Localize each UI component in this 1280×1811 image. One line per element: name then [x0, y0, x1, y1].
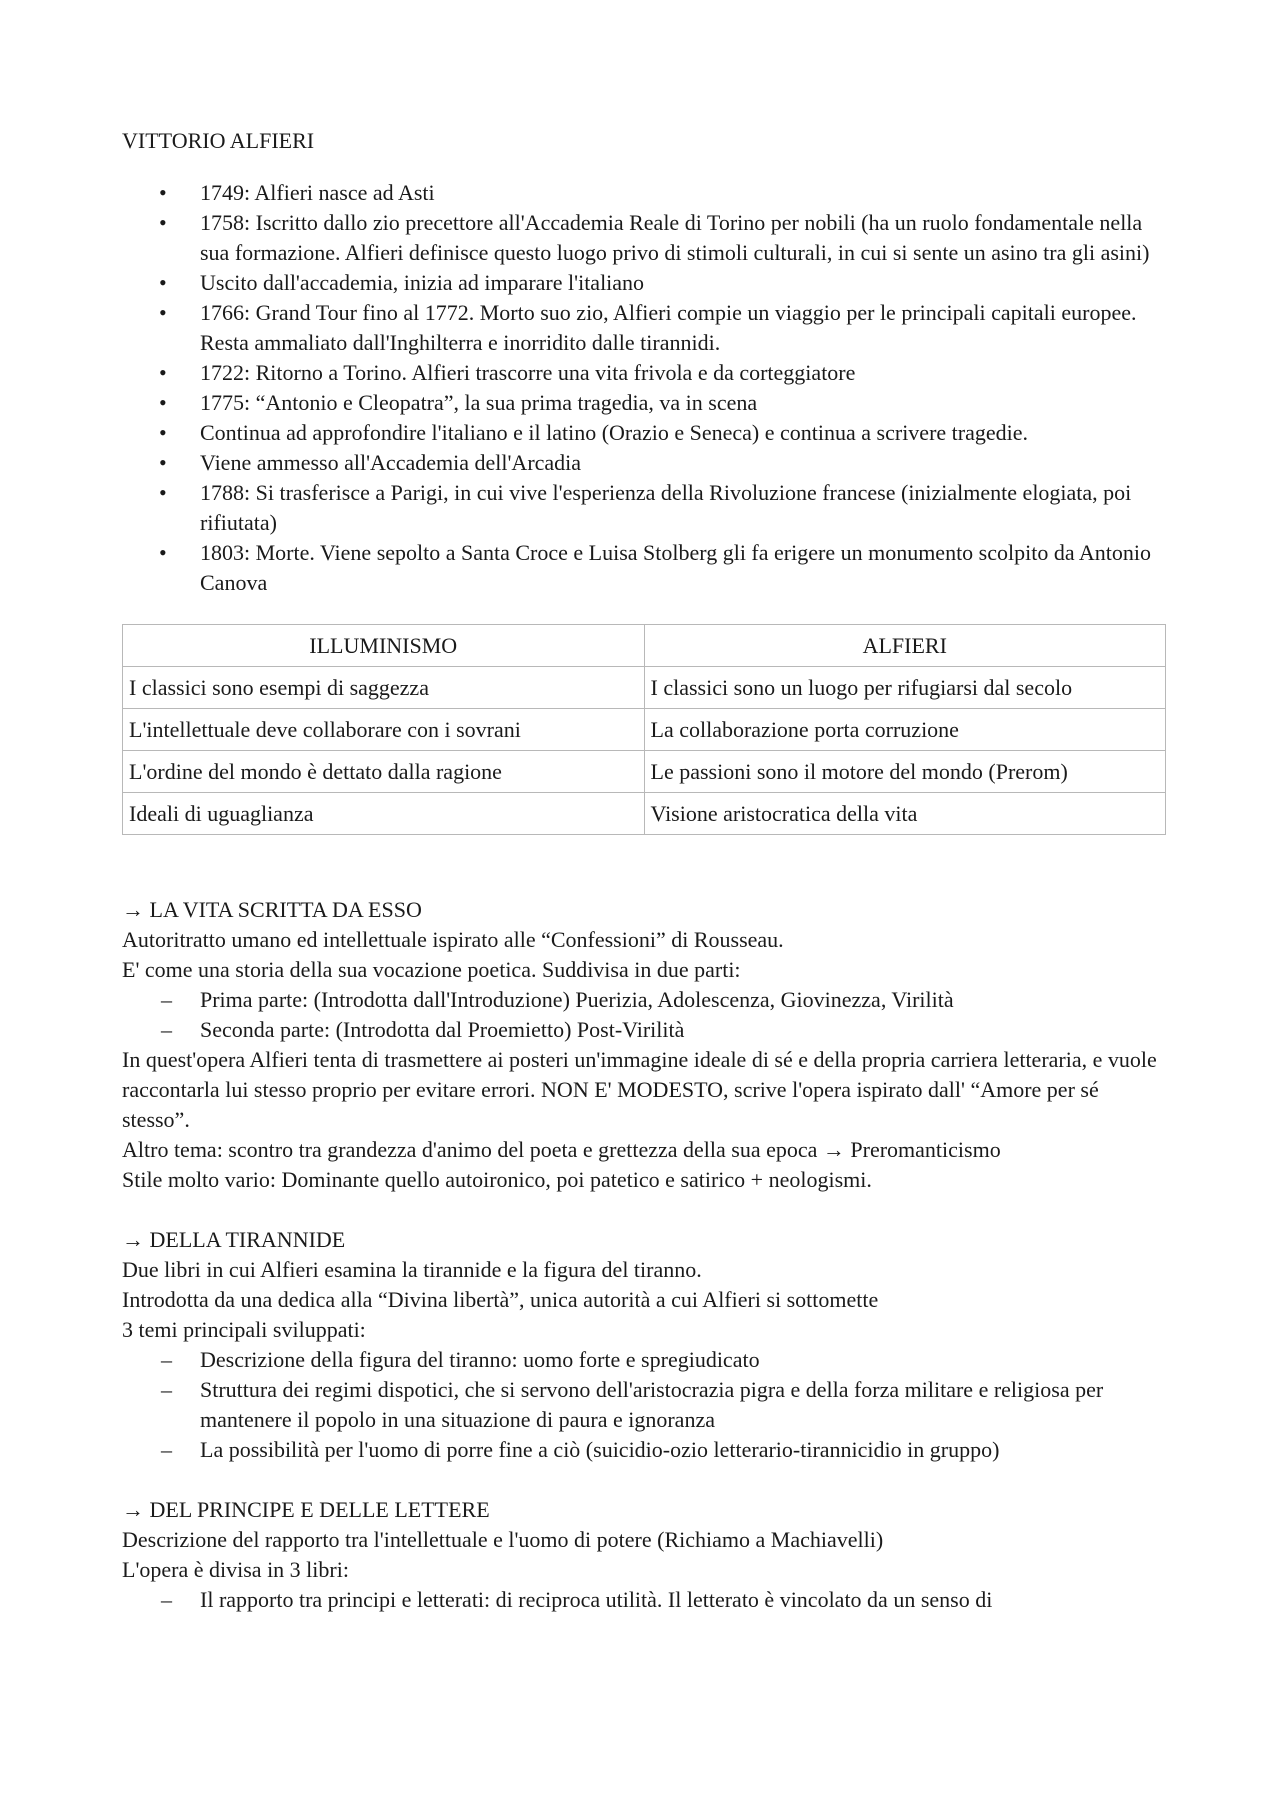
- table-cell: L'intellettuale deve collaborare con i sovrani: [123, 709, 645, 751]
- table-cell: L'ordine del mondo è dettato dalla ragione: [123, 751, 645, 793]
- list-item: – La possibilità per l'uomo di porre fine a ciò (suicidio-ozio letterario-tirannicidio in gruppo): [122, 1435, 1166, 1465]
- paragraph: E' come una storia della sua vocazione poetica. Suddivisa in due parti:: [122, 957, 741, 982]
- spacer: [122, 1195, 1166, 1225]
- paragraph: Altro tema: scontro tra grandezza d'animo del poeta e grettezza della sua epoca → Preromanticismo: [122, 1137, 1001, 1162]
- list-item: • Viene ammesso all'Accademia dell'Arcadia: [122, 448, 1166, 478]
- table-cell: I classici sono esempi di saggezza: [123, 667, 645, 709]
- bullet-icon: •: [159, 480, 167, 505]
- bullet-icon: •: [159, 450, 167, 475]
- dash-icon: –: [161, 1587, 172, 1612]
- column-header-illuminismo: ILLUMINISMO: [123, 625, 645, 667]
- timeline-list: [122, 178, 1166, 598]
- list-item: – Descrizione della figura del tiranno: uomo forte e spregiudicato: [122, 1345, 1166, 1375]
- dash-list: [122, 1585, 1166, 1615]
- list-item: • 1788: Si trasferisce a Parigi, in cui vive l'esperienza della Rivoluzione francese (inizialmente elogiata, poi rifiutata): [159, 480, 1132, 535]
- list-item: • Uscito dall'accademia, inizia ad imparare l'italiano: [122, 268, 1166, 298]
- table-row: [123, 709, 1166, 751]
- bullet-icon: •: [159, 360, 167, 385]
- list-item: – Il rapporto tra principi e letterati: di reciproca utilità. Il letterato è vincolato da un senso di: [122, 1585, 1166, 1615]
- dash-list: [122, 1345, 1166, 1465]
- table-cell: Visione aristocratica della vita: [644, 793, 1166, 835]
- table-row: [123, 793, 1166, 835]
- list-item: • 1758: Iscritto dallo zio precettore all'Accademia Reale di Torino per nobili (ha un ruolo fondamentale nella sua formazione. Alfieri definisce questo luogo privo di stimoli culturali, in cui si sente un asino tra gli asini): [159, 210, 1150, 265]
- dash-list: [122, 985, 1166, 1045]
- table-row: [123, 751, 1166, 793]
- section-heading: → DELLA TIRANNIDE: [122, 1227, 346, 1252]
- bullet-icon: •: [159, 540, 167, 565]
- bullet-icon: •: [159, 390, 167, 415]
- section-tirannide: [122, 1225, 1166, 1465]
- list-item: • Continua ad approfondire l'italiano e il latino (Orazio e Seneca) e continua a scrivere tragedie.: [122, 418, 1166, 448]
- document-title: VITTORIO ALFIERI: [122, 128, 315, 153]
- comparison-table: [122, 624, 1166, 835]
- column-header-alfieri: ALFIERI: [644, 625, 1166, 667]
- spacer: [122, 835, 1166, 895]
- paragraph: Due libri in cui Alfieri esamina la tirannide e la figura del tiranno.: [122, 1257, 702, 1282]
- list-item: • 1766: Grand Tour fino al 1772. Morto suo zio, Alfieri compie un viaggio per le principali capitali europee. Resta ammaliato dall'Inghilterra e inorridito dalle tirannidi.: [159, 300, 1137, 355]
- list-item: – Struttura dei regimi dispotici, che si servono dell'aristocrazia pigra e della forza militare e religiosa per mantenere il popolo in una situazione di paura e ignoranza: [161, 1377, 1104, 1432]
- bullet-icon: •: [159, 300, 167, 325]
- table-cell: I classici sono un luogo per rifugiarsi dal secolo: [644, 667, 1166, 709]
- dash-icon: –: [161, 1017, 172, 1042]
- section-vita-scritta: [122, 895, 1166, 1195]
- section-heading: → DEL PRINCIPE E DELLE LETTERE: [122, 1497, 490, 1522]
- dash-icon: –: [161, 987, 172, 1012]
- list-item: • 1775: “Antonio e Cleopatra”, la sua prima tragedia, va in scena: [122, 388, 1166, 418]
- table-header-row: [123, 625, 1166, 667]
- table-cell: Ideali di uguaglianza: [123, 793, 645, 835]
- paragraph: Descrizione del rapporto tra l'intellettuale e l'uomo di potere (Richiamo a Machiavelli): [122, 1527, 884, 1552]
- dash-icon: –: [161, 1437, 172, 1462]
- dash-icon: –: [161, 1347, 172, 1372]
- section-principe-lettere: [122, 1495, 1166, 1615]
- paragraph: 3 temi principali sviluppati:: [122, 1317, 366, 1342]
- table-cell: La collaborazione porta corruzione: [644, 709, 1166, 751]
- list-item: • 1803: Morte. Viene sepolto a Santa Croce e Luisa Stolberg gli fa erigere un monumento scolpito da Antonio Canova: [159, 540, 1152, 595]
- bullet-icon: •: [159, 210, 167, 235]
- paragraph: L'opera è divisa in 3 libri:: [122, 1557, 349, 1582]
- paragraph: Stile molto vario: Dominante quello autoironico, poi patetico e satirico + neologismi.: [122, 1167, 872, 1192]
- list-item: – Seconda parte: (Introdotta dal Proemietto) Post-Virilità: [122, 1015, 1166, 1045]
- list-item: • 1749: Alfieri nasce ad Asti: [122, 178, 1166, 208]
- bullet-icon: •: [159, 270, 167, 295]
- spacer: [122, 1465, 1166, 1495]
- table-cell: Le passioni sono il motore del mondo (Prerom): [644, 751, 1166, 793]
- section-heading: → LA VITA SCRITTA DA ESSO: [122, 897, 422, 922]
- paragraph: In quest'opera Alfieri tenta di trasmettere ai posteri un'immagine ideale di sé e della propria carriera letteraria, e vuole raccontarla lui stesso proprio per evitare errori. NON E' MODESTO, scrive l'opera ispirato dall' “Amore per sé stesso”.: [122, 1047, 1157, 1132]
- dash-icon: –: [161, 1377, 172, 1402]
- bullet-icon: •: [159, 420, 167, 445]
- list-item: • 1722: Ritorno a Torino. Alfieri trascorre una vita frivola e da corteggiatore: [122, 358, 1166, 388]
- table-row: [123, 667, 1166, 709]
- paragraph: Introdotta da una dedica alla “Divina libertà”, unica autorità a cui Alfieri si sottomette: [122, 1287, 879, 1312]
- list-item: – Prima parte: (Introdotta dall'Introduzione) Puerizia, Adolescenza, Giovinezza, Virilità: [122, 985, 1166, 1015]
- paragraph: Autoritratto umano ed intellettuale ispirato alle “Confessioni” di Rousseau.: [122, 927, 784, 952]
- bullet-icon: •: [159, 180, 167, 205]
